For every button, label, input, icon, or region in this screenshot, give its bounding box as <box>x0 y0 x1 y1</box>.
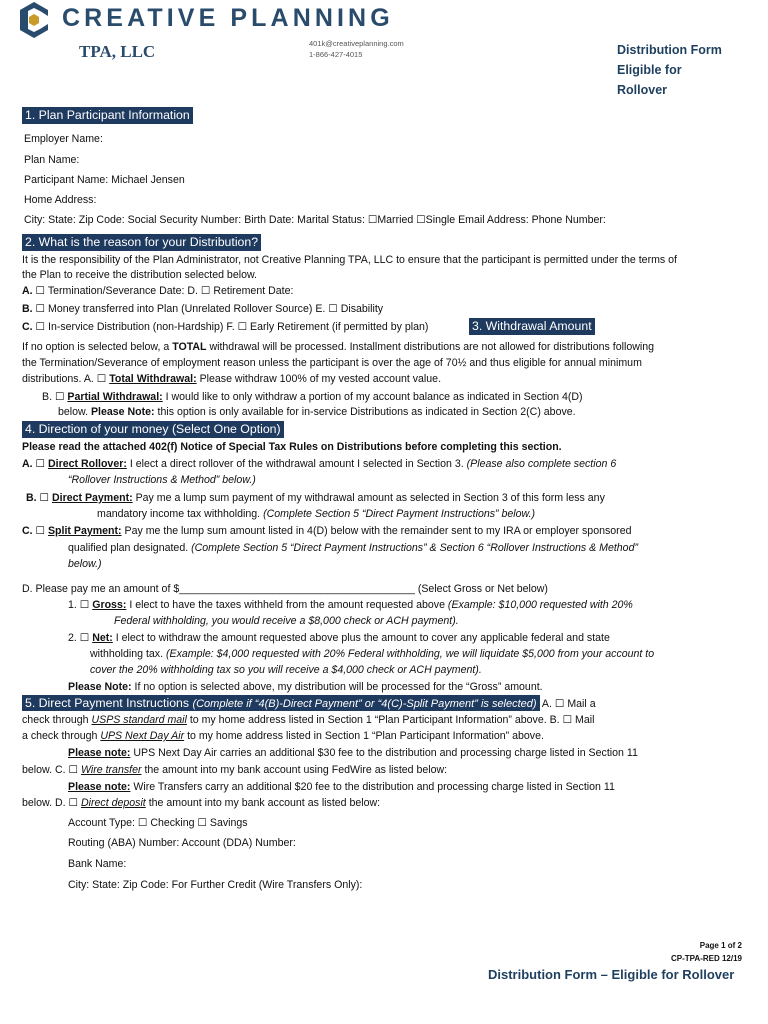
routing-account-field[interactable]: Routing (ABA) Number: Account (DDA) Number: <box>68 837 296 849</box>
ups-note-text: UPS Next Day Air carries an additional $30 fee to the distribution and processing charge listed in Section 11 <box>130 747 638 759</box>
split-payment-option[interactable] <box>22 524 631 538</box>
creative-planning-logo-icon <box>18 0 50 40</box>
split-payment-label: Split Payment: <box>47 525 122 537</box>
deposit-text-c: the amount into my bank account as listed below: <box>145 797 381 809</box>
brand-subtitle: TPA, LLC <box>79 42 156 61</box>
reason-a-text: Termination/Severance Date: D. ☐ Retirement Date: <box>47 285 294 297</box>
s3-text-c: withdrawal will be processed. Installment distributions are not allowed for distributions following <box>206 341 655 353</box>
section-5-heading-row <box>22 696 596 712</box>
form-code: CP-TPA-RED 12/19 <box>671 954 742 963</box>
net-example-2: cover the 20% withholding tax so you will receive a $4,000 check or ACH payment). <box>90 664 482 676</box>
mail-option-a-start[interactable]: A. ☐ Mail a <box>539 698 596 710</box>
bank-name-field[interactable]: Bank Name: <box>68 858 127 870</box>
section-2-heading: 2. What is the reason for your Distribution? <box>22 234 261 251</box>
total-withdrawal-option[interactable] <box>22 372 441 386</box>
account-type-field[interactable]: Account Type: ☐ Checking ☐ Savings <box>68 817 248 829</box>
direct-payment-text-2: mandatory income tax withholding. <box>97 508 264 520</box>
section-4-intro: Please read the attached 402(f) Notice of Special Tax Rules on Distributions before completing this section. <box>22 441 562 453</box>
ups-fee-note <box>68 746 638 760</box>
total-withdrawal-text: Please withdraw 100% of my vested account value. <box>196 373 442 385</box>
amount-field[interactable]: D. Please pay me an amount of $________________________________________ (Select Gross or Net below) <box>22 583 548 595</box>
reason-option-b[interactable] <box>22 302 383 316</box>
section-3-heading: 3. Withdrawal Amount <box>469 318 595 335</box>
split-payment-note: (Complete Section 5 “Direct Payment Instructions” & Section 6 “Rollover Instructions & Method” <box>191 542 638 554</box>
brand-name: CREATIVE PLANNING <box>62 4 394 32</box>
page-number: Page 1 of 2 <box>699 941 742 950</box>
direct-payment-line-2 <box>97 507 535 521</box>
direct-payment-label: Direct Payment: <box>51 492 133 504</box>
direct-payment-text: Pay me a lump sum payment of my withdrawal amount as selected in Section 3 of this form less any <box>132 492 605 504</box>
contact-email: 401k@creativeplanning.com <box>309 39 404 48</box>
direct-rollover-label: Direct Rollover: <box>47 458 127 470</box>
gross-default-label: Please Note: <box>68 681 132 693</box>
bank-city-field[interactable]: City: State: Zip Code: For Further Credit (Wire Transfers Only): <box>68 879 363 891</box>
section-2-text-line-2: the Plan to receive the distribution selected below. <box>22 269 257 281</box>
split-payment-text-2: qualified plan designated. <box>68 542 192 554</box>
split-payment-marker: C. ☐ <box>22 525 48 537</box>
gross-example-2: Federal withholding, you would receive a $8,000 check or ACH payment). <box>114 615 459 627</box>
wire-text-a: below. C. ☐ <box>22 764 81 776</box>
split-payment-note-2: below.) <box>68 558 102 570</box>
partial-withdrawal-note <box>58 405 576 419</box>
wire-note-label: Please note: <box>68 781 131 793</box>
usps-mail-line[interactable] <box>22 713 594 727</box>
direct-rollover-option[interactable] <box>22 457 616 471</box>
split-payment-line-2 <box>68 541 638 555</box>
section-5-heading <box>22 695 540 711</box>
contact-phone: 1-866-427-4015 <box>309 50 363 59</box>
usps-text-a: check through <box>22 714 92 726</box>
direct-payment-option[interactable] <box>26 491 605 505</box>
section-5-heading-text: 5. Direct Payment Instructions <box>25 696 193 710</box>
partial-note-prefix: below. <box>58 406 91 418</box>
usps-standard-mail: USPS standard mail <box>91 714 187 726</box>
reason-b-text: Money transferred into Plan (Unrelated Rollover Source) E. ☐ Disability <box>48 303 384 315</box>
ups-text-c: to my home address listed in Section 1 “Plan Participant Information” above. <box>184 730 544 742</box>
total-withdrawal-label: Total Withdrawal: <box>109 373 197 385</box>
reason-a-marker: A. ☐ <box>22 285 46 297</box>
plan-name-field[interactable]: Plan Name: <box>24 154 80 166</box>
employer-name-field[interactable]: Employer Name: <box>24 133 103 145</box>
direct-rollover-marker: A. ☐ <box>22 458 48 470</box>
net-label: Net: <box>92 632 113 644</box>
reason-option-a[interactable] <box>22 284 293 298</box>
ups-next-day-air: UPS Next Day Air <box>100 730 185 742</box>
direct-payment-note: (Complete Section 5 “Direct Payment Instructions” below.) <box>263 508 536 520</box>
section-3-text-line-1 <box>22 340 654 354</box>
participant-name-field[interactable]: Participant Name: Michael Jensen <box>24 174 185 186</box>
section-4-heading: 4. Direction of your money (Select One Option) <box>22 421 284 438</box>
reason-option-c[interactable] <box>22 320 428 334</box>
reason-c-marker: C. ☐ <box>22 321 46 333</box>
net-example: (Example: $4,000 requested with 20% Federal withholding, we will liquidate $5,000 from your account to <box>165 648 655 660</box>
direct-rollover-note-2: “Rollover Instructions & Method” below.) <box>68 474 256 486</box>
section-5-heading-note: (Complete if “4(B)-Direct Payment” or “4(C)-Split Payment” is selected) <box>192 698 537 710</box>
s3-text-a: If no option is selected below, a <box>22 341 173 353</box>
ups-mail-line[interactable] <box>22 729 544 743</box>
gross-text: I elect to have the taxes withheld from the amount requested above <box>126 599 448 611</box>
net-marker: 2. ☐ <box>68 632 93 644</box>
partial-withdrawal-option[interactable] <box>42 390 583 404</box>
deposit-text-a: below. D. ☐ <box>22 797 81 809</box>
direct-rollover-note-1: (Please also complete section 6 <box>466 458 617 470</box>
s3-total-word: TOTAL <box>172 341 207 353</box>
section-2-text-line-1: It is the responsibility of the Plan Administrator, not Creative Planning TPA, LLC to ensure that the participant is permitted under the terms of <box>22 254 677 266</box>
partial-withdrawal-text: I would like to only withdraw a portion of my account balance as indicated in Section 4(D) <box>162 391 583 403</box>
partial-withdrawal-label: Partial Withdrawal: <box>67 391 163 403</box>
gross-default-note <box>68 680 543 694</box>
gross-label: Gross: <box>92 599 127 611</box>
total-withdrawal-prefix: distributions. A. ☐ <box>22 373 110 385</box>
wire-note-text: Wire Transfers carry an additional $20 fee to the distribution and processing charge listed in Section 11 <box>130 781 615 793</box>
direct-rollover-text: I elect a direct rollover of the withdrawal amount I selected in Section 3. <box>126 458 467 470</box>
split-payment-text: Pay me the lump sum amount listed in 4(D) below with the remainder sent to my IRA or employer sponsored <box>121 525 632 537</box>
net-text: I elect to withdraw the amount requested above plus the amount to cover any applicable federal and state <box>112 632 610 644</box>
reason-b-marker: B. ☐ <box>22 303 46 315</box>
wire-transfer-label: Wire transfer <box>80 764 142 776</box>
direct-deposit-option[interactable] <box>22 796 380 810</box>
ups-text-a: a check through <box>22 730 101 742</box>
footer-title: Distribution Form – Eligible for Rollover <box>488 967 735 982</box>
net-line-2 <box>90 647 654 661</box>
wire-transfer-option[interactable] <box>22 763 447 777</box>
gross-marker: 1. ☐ <box>68 599 93 611</box>
wire-fee-note <box>68 780 615 794</box>
form-title: Distribution Form Eligible for Rollover <box>617 43 722 97</box>
city-state-zip-row[interactable]: City: State: Zip Code: Social Security Number: Birth Date: Marital Status: ☐Married ☐Single Email Address: Phone Number: <box>24 214 606 226</box>
direct-payment-marker: B. ☐ <box>26 492 52 504</box>
section-1-heading: 1. Plan Participant Information <box>22 107 193 124</box>
gross-option[interactable] <box>68 598 633 612</box>
net-option[interactable] <box>68 631 610 645</box>
reason-c-text: In-service Distribution (non-Hardship) F. ☐ Early Retirement (if permitted by plan) <box>48 321 429 333</box>
gross-example: (Example: $10,000 requested with 20% <box>447 599 633 611</box>
partial-note-text: this option is only available for in-service Distributions as indicated in Section 2(C) above. <box>154 406 576 418</box>
net-text-2: withholding tax. <box>90 648 166 660</box>
gross-default-text: If no option is selected above, my distribution will be processed for the “Gross” amount. <box>131 681 543 693</box>
partial-note-label: Please Note: <box>90 406 155 418</box>
direct-deposit-label: Direct deposit <box>80 797 146 809</box>
section-3-text-line-2: the Termination/Severance of employment reason unless the participant is over the age of 70½ and thus eligible for annual minimum <box>22 357 642 369</box>
contact-info <box>309 38 404 60</box>
wire-text-c: the amount into my bank account using FedWire as listed below: <box>141 764 448 776</box>
ups-note-label: Please note: <box>68 747 131 759</box>
home-address-field[interactable]: Home Address: <box>24 194 97 206</box>
usps-text-c: to my home address listed in Section 1 “Plan Participant Information” above. B. ☐ Mail <box>186 714 595 726</box>
partial-withdrawal-prefix: B. ☐ <box>42 391 68 403</box>
